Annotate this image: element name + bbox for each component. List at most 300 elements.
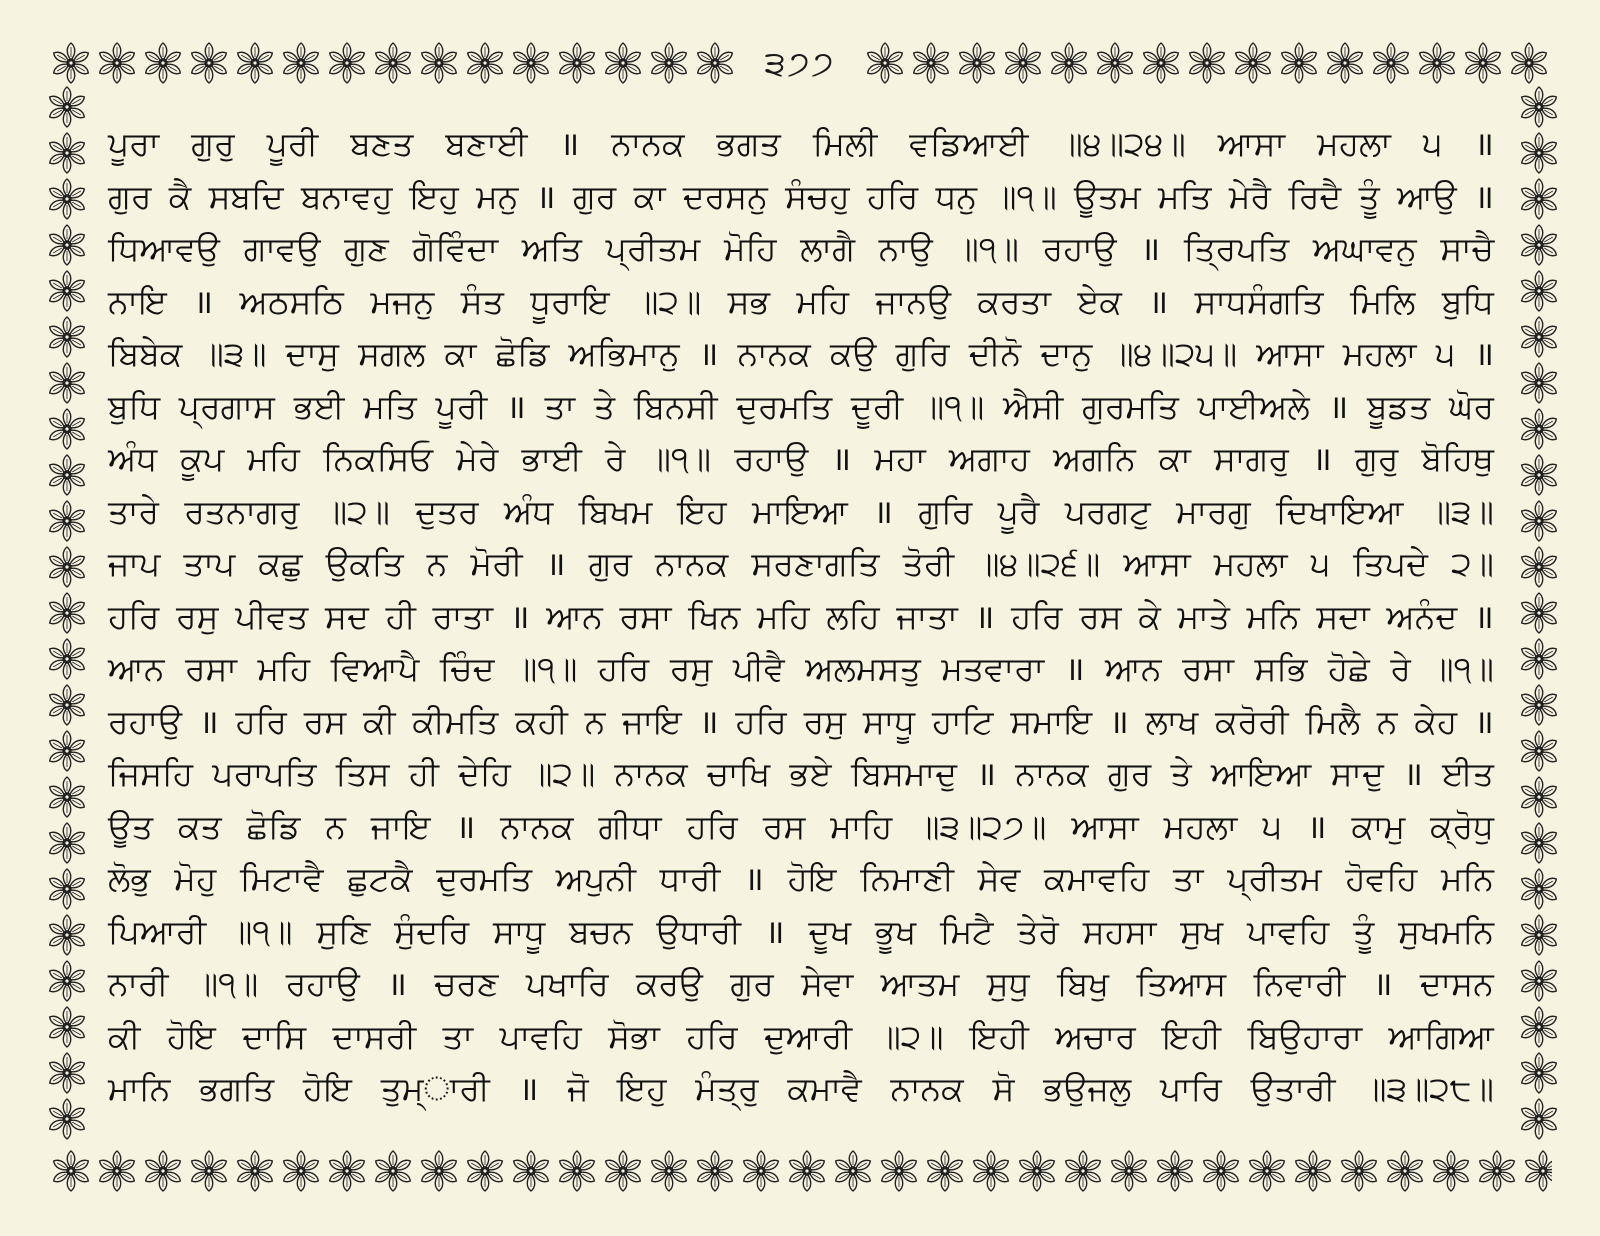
word: ਮਤਿ — [1158, 176, 1212, 216]
word: ਐਸੀ — [1003, 386, 1064, 426]
word: ਮਾਇਆ — [752, 491, 848, 531]
word: ਰਿਦੈ — [1288, 176, 1342, 216]
word: ਇਹ — [677, 491, 727, 531]
word: ਬਿਉਹਾਰਾ — [1247, 1016, 1363, 1056]
word: ਮੋਰੀ — [470, 544, 523, 583]
word: ਲਹਿ — [826, 596, 880, 636]
word: ਇਹੁ — [617, 1069, 667, 1108]
word: ਆਸਾ — [1123, 544, 1191, 583]
word: ਕਮਾਵੈ — [787, 1069, 862, 1108]
word: ਭਈ — [293, 386, 345, 426]
word: ਆਸਾ — [1071, 806, 1139, 846]
text-line — [108, 171, 1494, 224]
word: ਸਾਧੂ — [862, 701, 916, 741]
word: ਗੁਰੁ — [1354, 439, 1399, 478]
flower-ornament-icon — [1138, 40, 1184, 86]
word: ਸੁਣਿ — [316, 911, 371, 951]
flower-ornament-icon — [554, 1148, 600, 1194]
word: ਸਹਸਾ — [1082, 911, 1157, 951]
word: ਮਹਲਾ — [1317, 124, 1391, 163]
flower-ornament-icon — [186, 40, 232, 86]
flower-ornament-icon — [1516, 682, 1562, 728]
flower-ornament-icon — [1460, 40, 1506, 86]
word: ਨ — [325, 806, 346, 846]
word: ਮਾਤੇ — [1177, 596, 1230, 636]
word: ਮਾਨਿ — [108, 1069, 171, 1108]
flower-ornament-icon — [1516, 498, 1562, 544]
word: ਕਾਮੁ — [1351, 806, 1406, 846]
flower-ornament-icon — [1000, 40, 1046, 86]
word: ॥ — [1306, 806, 1327, 846]
word: ਗੁਰਮਤਿ — [1082, 386, 1179, 426]
word: ॥ — [1064, 649, 1085, 688]
word: ॥ — [1403, 754, 1423, 793]
flower-ornament-icon — [646, 1148, 692, 1194]
flower-ornament-icon — [140, 1148, 186, 1194]
word: ਹਰਿ — [866, 176, 919, 216]
word: ਗੁਣ — [344, 229, 389, 268]
flower-ornament-icon — [1516, 820, 1562, 866]
word: ਆਤਮ — [880, 964, 960, 1003]
flower-ornament-icon — [44, 590, 90, 636]
flower-ornament-icon — [1516, 406, 1562, 452]
word: ਸਾਗਰੁ — [1213, 439, 1289, 478]
flower-ornament-icon — [1516, 84, 1562, 130]
word: ਤਿਸ — [335, 754, 390, 793]
word: ਵਡਿਆਈ — [909, 124, 1029, 163]
word: ਹੀ — [408, 754, 439, 793]
flower-ornament-icon — [692, 40, 738, 86]
word: ੨॥ — [1451, 544, 1494, 583]
text-line — [108, 801, 1494, 854]
word: ਸਾਧਸੰਗਤਿ — [1194, 281, 1324, 321]
word: ॥ — [1372, 964, 1393, 1003]
word: ਰਸਾ — [1182, 649, 1234, 688]
word: ਬਿਖੁ — [1056, 964, 1110, 1003]
word: ਦਰਸਨੁ — [682, 176, 768, 216]
word: ਰਹਾਉ — [108, 701, 183, 741]
word: ਕੇਹ — [1414, 701, 1458, 741]
flower-ornament-icon — [44, 360, 90, 406]
word: ਨਾਇ — [108, 281, 167, 321]
word: ਦਾਸਨ — [1419, 964, 1494, 1003]
word: ਮਹਿ — [247, 439, 300, 478]
text-line — [108, 958, 1494, 1011]
word: ਸੁਖ — [1180, 911, 1224, 951]
word: ਸਾਚੈ — [1440, 229, 1494, 268]
flower-ornament-icon — [1516, 912, 1562, 958]
word: ਅਤਿ — [521, 229, 582, 268]
flower-ornament-icon — [1336, 1148, 1382, 1194]
word: ਇਹੀ — [969, 1016, 1029, 1056]
word: ਮਿਲੀ — [812, 124, 878, 163]
word: ਰਸ — [303, 701, 347, 741]
word: ਸਬਦਿ — [208, 176, 284, 216]
word: ਹਰਿ — [597, 649, 650, 688]
word: ਬਿਸਮਾਦੁ — [850, 754, 958, 793]
word: ਮਿਲੈ — [1305, 701, 1361, 741]
text-line — [108, 906, 1494, 959]
word: ਨਿਕਸਿਓ — [323, 439, 434, 478]
word: ਤਾਪ — [183, 544, 236, 583]
flower-ornament-icon — [1244, 1148, 1290, 1194]
word: ੫ — [1435, 334, 1456, 373]
word: ਸਗਲ — [358, 334, 426, 373]
word: ਬਨਾਵਹੁ — [300, 176, 393, 216]
word: ਇਹੁ — [409, 176, 459, 216]
text-line — [108, 643, 1494, 696]
word: ਖਿਨ — [688, 596, 741, 636]
word: ਮੰਤ੍ਰੁ — [695, 1069, 759, 1108]
word: ਕਛੁ — [258, 544, 303, 583]
flower-ornament-icon — [44, 314, 90, 360]
flower-ornament-icon — [44, 1096, 90, 1142]
word: ਗੁਰ — [730, 964, 774, 1003]
word: ਕੈ — [168, 176, 192, 216]
flower-ornament-icon — [1516, 176, 1562, 222]
word: ਵਿਆਪੈ — [330, 649, 420, 688]
word: ਮਤਿ — [363, 386, 417, 426]
floral-border-bottom — [48, 1148, 1552, 1194]
word: ਗੋਵਿੰਦਾ — [412, 229, 499, 268]
text-line — [108, 486, 1494, 539]
word: ਲਾਖ — [1145, 701, 1199, 741]
text-line — [108, 328, 1494, 381]
word: ॥੪॥੨੬॥ — [977, 544, 1101, 583]
word: ਦੁਰਮਤਿ — [736, 386, 833, 426]
word: ਰਸੁ — [669, 649, 713, 688]
word: ॥ — [1474, 124, 1494, 163]
word: ਤਾਰੇ — [108, 491, 160, 531]
word: ਸੁੰਦਰਿ — [394, 911, 470, 951]
flower-ornament-icon — [44, 222, 90, 268]
word: ਪੀਵਤ — [235, 596, 309, 636]
word: ਮਹਲਾ — [1342, 334, 1417, 373]
word: ਬਿਨਸੀ — [633, 386, 718, 426]
word: ਭਗਤਿ — [199, 1069, 275, 1108]
word: ॥੩॥੨੮॥ — [1364, 1069, 1494, 1108]
text-line — [108, 433, 1494, 486]
word: ਦਾਸੁ — [285, 334, 339, 373]
word: ਨਾਨਕ — [614, 754, 688, 793]
flower-ornament-icon — [1152, 1148, 1198, 1194]
word: ॥ — [518, 1069, 539, 1108]
word: ਬੁਧਿ — [1441, 281, 1494, 321]
word: ਪਾਵਹਿ — [1247, 911, 1330, 951]
flower-ornament-icon — [1382, 1148, 1428, 1194]
word: ॥੧॥ — [956, 229, 1019, 268]
word: ਤਾ — [1172, 859, 1204, 898]
word: ਅੰਧ — [504, 491, 554, 531]
word: ਧਿਆਵਉ — [108, 229, 220, 268]
scripture-text-body — [108, 118, 1494, 1116]
word: ਪਰਗਟੁ — [1064, 491, 1151, 531]
word: ਮਤਵਾਰਾ — [941, 649, 1045, 688]
word: ਊਤਮ — [1074, 176, 1141, 216]
word: ਛੁਟਕੈ — [347, 859, 413, 898]
word: ਬਚਨ — [569, 911, 633, 951]
word: ਹੋਇ — [166, 1016, 216, 1056]
word: ਸਦ — [325, 596, 369, 636]
word: ਜਾਪ — [108, 544, 161, 583]
word: ਹਰਿ — [1011, 596, 1063, 636]
word: ਆਇਆ — [1210, 754, 1312, 793]
word: ਸਾਧੂ — [493, 911, 546, 951]
flower-ornament-icon — [370, 40, 416, 86]
word: ਅਗਾਹ — [948, 439, 1030, 478]
flower-ornament-icon — [44, 406, 90, 452]
flower-ornament-icon — [278, 40, 324, 86]
word: ਗੁਰ — [572, 176, 617, 216]
word: ਪ੍ਰਗਾਸ — [178, 386, 275, 426]
word: ਮਹਿ — [796, 281, 849, 321]
word: ਪੀਵੈ — [732, 649, 785, 688]
word: ਪ੍ਰੀਤਮ — [1227, 859, 1322, 898]
word: ਹਰਿ — [108, 596, 160, 636]
word: ਤੁਮ੍ਾਰੀ — [380, 1069, 490, 1108]
word: ਜਾਇ — [622, 701, 682, 741]
word: ਆਸਾ — [1256, 334, 1324, 373]
word: ਭਾਈ — [521, 439, 582, 478]
flower-ornament-icon — [186, 1148, 232, 1194]
word: ਨਾਨਕ — [500, 806, 574, 846]
word: ਦੁਰਮਤਿ — [436, 859, 533, 898]
word: ॥ — [506, 386, 526, 426]
flower-ornament-icon — [44, 682, 90, 728]
word: ਰਸੁ — [803, 701, 847, 741]
word: ਸੋਭਾ — [608, 1016, 660, 1056]
word: ਹੀ — [385, 596, 416, 636]
flower-ornament-icon — [1516, 958, 1562, 1004]
flower-ornament-icon — [1092, 40, 1138, 86]
word: ਹੋਇ — [302, 1069, 352, 1108]
word: ਨਾਰੀ — [108, 964, 169, 1003]
floral-border-top-right — [862, 40, 1552, 86]
word: ਨਾਨਕ — [1015, 754, 1089, 793]
word: ਪਾਵਹਿ — [499, 1016, 582, 1056]
flower-ornament-icon — [1516, 544, 1562, 590]
word: ॥ — [1140, 229, 1161, 268]
word: ਬਣਾਈ — [445, 124, 528, 163]
word: ॥੧॥ — [514, 649, 578, 688]
word: ਊਤ — [108, 806, 153, 846]
flower-ornament-icon — [1506, 40, 1552, 86]
word: ॥ — [559, 124, 580, 163]
flower-ornament-icon — [508, 40, 554, 86]
word: ਆਉ — [1397, 176, 1457, 216]
word: ਸੇਵ — [977, 859, 1021, 898]
word: ਕੂਪ — [180, 439, 225, 478]
word: ਕ੍ਰੋਧੁ — [1430, 806, 1494, 846]
word: ਪਰਾਪਤਿ — [212, 754, 317, 793]
word: ॥੧॥ — [648, 439, 712, 478]
text-line — [108, 381, 1494, 434]
word: ਰਤਨਾਗਰੁ — [184, 491, 300, 531]
word: ਹੋਛੇ — [1327, 649, 1370, 688]
word: ॥ — [698, 334, 719, 373]
flower-ornament-icon — [1474, 1148, 1520, 1194]
word: ਲੋਭੁ — [108, 859, 151, 898]
word: ਹਰਿ — [235, 701, 287, 741]
word: ॥ — [1148, 281, 1169, 321]
word: ਸੁਖਮਨਿ — [1398, 911, 1494, 951]
word: ॥ — [387, 964, 407, 1003]
text-line — [108, 1011, 1494, 1064]
word: ਨਾਨਕ — [737, 334, 811, 373]
flower-ornament-icon — [44, 1004, 90, 1050]
text-line — [108, 1063, 1494, 1116]
word: ॥੪॥੨੪॥ — [1060, 124, 1186, 163]
word: ਗੁਰੁ — [191, 124, 235, 163]
word: ਬੂਡਤ — [1367, 386, 1431, 426]
flower-ornament-icon — [1368, 40, 1414, 86]
word: ਮਨਿ — [1440, 859, 1494, 898]
word: ਰੇ — [1390, 649, 1411, 688]
word: ਤ੍ਰਿਪਤਿ — [1183, 229, 1290, 268]
flower-ornament-icon — [1516, 222, 1562, 268]
word: ਸੰਚਹੁ — [785, 176, 850, 216]
word: ਛੋਡਿ — [246, 806, 301, 846]
word: ਤੇਰੋ — [1017, 911, 1059, 951]
word: ਅਭਿਮਾਨੁ — [568, 334, 680, 373]
word: ਧਾਰੀ — [659, 859, 721, 898]
word: ਤੇ — [1170, 754, 1192, 793]
word: ਮਹਿ — [257, 649, 311, 688]
flower-ornament-icon — [48, 1148, 94, 1194]
text-line — [108, 223, 1494, 276]
word: ਹੋਇ — [787, 859, 837, 898]
word: ਅੰਧ — [108, 439, 158, 478]
flower-ornament-icon — [48, 40, 94, 86]
word: ਪਾਰਿ — [1160, 1069, 1222, 1108]
flower-ornament-icon — [462, 1148, 508, 1194]
flower-ornament-icon — [44, 176, 90, 222]
word: ੫ — [1422, 124, 1443, 163]
flower-ornament-icon — [1290, 1148, 1336, 1194]
word: ਹੋਵਹਿ — [1345, 859, 1418, 898]
flower-ornament-icon — [1516, 590, 1562, 636]
word: ਰੇ — [605, 439, 626, 478]
word: ਪਿਆਰੀ — [108, 911, 207, 951]
word: ॥ — [974, 596, 995, 636]
word: ਦੀਨੋ — [968, 334, 1022, 373]
word: ਪੂਰੀ — [266, 124, 319, 163]
flower-ornament-icon — [1230, 40, 1276, 86]
word: ਜੋ — [567, 1069, 589, 1108]
word: ਸੇਵਾ — [801, 964, 854, 1003]
word: ਭਉਜਲੁ — [1043, 1069, 1132, 1108]
flower-ornament-icon — [140, 40, 186, 86]
word: ॥੩॥੨੭॥ — [917, 806, 1047, 846]
page-number: ੩੭੭ — [764, 44, 836, 84]
flower-ornament-icon — [862, 40, 908, 86]
word: ਬਿਖਮ — [578, 491, 653, 531]
word: ॥ — [831, 439, 852, 478]
word: ॥ — [976, 754, 997, 793]
word: ਮੋਹਿ — [723, 229, 777, 268]
word: ਸਾਦੁ — [1330, 754, 1384, 793]
word: ਚਰਣ — [434, 964, 499, 1003]
word: ਮਹਾ — [874, 439, 926, 478]
word: ਕਾ — [633, 176, 666, 216]
word: ਛੋਡਿ — [495, 334, 550, 373]
word: ਨ — [1376, 701, 1398, 741]
word: ॥ — [764, 911, 785, 951]
word: ਦੁਤਰ — [415, 491, 479, 531]
word: ॥ — [744, 859, 764, 898]
word: ਕਰੋਰੀ — [1215, 701, 1289, 741]
word: ॥੩॥ — [201, 334, 267, 373]
text-line — [108, 696, 1494, 749]
word: ॥ — [1328, 386, 1349, 426]
flower-ornament-icon — [416, 40, 462, 86]
word: ਜਾਇ — [370, 806, 431, 846]
word: ਸਮਾਇ — [1010, 701, 1093, 741]
flower-ornament-icon — [1516, 360, 1562, 406]
text-line — [108, 538, 1494, 591]
floral-border-top-left — [48, 40, 738, 86]
word: ਆਨ — [108, 649, 165, 688]
word: ਕਰਉ — [636, 964, 703, 1003]
flower-ornament-icon — [1516, 866, 1562, 912]
flower-ornament-icon — [1106, 1148, 1152, 1194]
word: ॥ — [1474, 334, 1494, 373]
word: ਕਾ — [1158, 439, 1191, 478]
word: ਕੀ — [363, 701, 396, 741]
word: ਮਜਨੁ — [370, 281, 435, 321]
word: ਕਾ — [444, 334, 477, 373]
word: ਮੇਰੇ — [456, 439, 499, 478]
word: ੫ — [1262, 806, 1282, 846]
word: ਘੋਰ — [1448, 386, 1494, 426]
word: ਮਿਟਾਵੈ — [239, 859, 324, 898]
word: ਸੁਧੁ — [986, 964, 1030, 1003]
word: ਮੇਰੈ — [1228, 176, 1271, 216]
word: ਤਾ — [544, 386, 576, 426]
word: ਜਾਤਾ — [896, 596, 958, 636]
word: ਤਾ — [442, 1016, 474, 1056]
word: ॥੧॥ — [230, 911, 293, 951]
word: ਦਾਨੁ — [1040, 334, 1093, 373]
word: ਮਿਲਿ — [1350, 281, 1416, 321]
word: ਕੀਮਤਿ — [412, 701, 499, 741]
word: ਆਗਿਆ — [1388, 1016, 1494, 1056]
word: ਕੇ — [1138, 596, 1161, 636]
text-line — [108, 853, 1494, 906]
word: ਧਨੁ — [935, 176, 977, 216]
flower-ornament-icon — [1516, 1004, 1562, 1050]
flower-ornament-icon — [600, 1148, 646, 1194]
word: ਦਿਖਾਇਆ — [1276, 491, 1404, 531]
word: ॥ — [455, 806, 476, 846]
word: ਚਾਖਿ — [706, 754, 771, 793]
flower-ornament-icon — [232, 40, 278, 86]
word: ਰਾਤਾ — [432, 596, 493, 636]
word: ਕਹੀ — [515, 701, 568, 741]
word: ਕੀ — [108, 1016, 141, 1056]
word: ਆਨ — [1105, 649, 1162, 688]
word: ਉਕਤਿ — [325, 544, 404, 583]
word: ਦਾਸਿ — [242, 1016, 307, 1056]
word: ਤਿਪਦੇ — [1353, 544, 1429, 583]
flower-ornament-icon — [44, 774, 90, 820]
word: ਆਨ — [546, 596, 603, 636]
word: ॥ — [1473, 596, 1494, 636]
word: ॥ — [1312, 439, 1332, 478]
word: ਹਰਿ — [735, 701, 787, 741]
word: ਬੁਧਿ — [108, 386, 161, 426]
flower-ornament-icon — [278, 1148, 324, 1194]
